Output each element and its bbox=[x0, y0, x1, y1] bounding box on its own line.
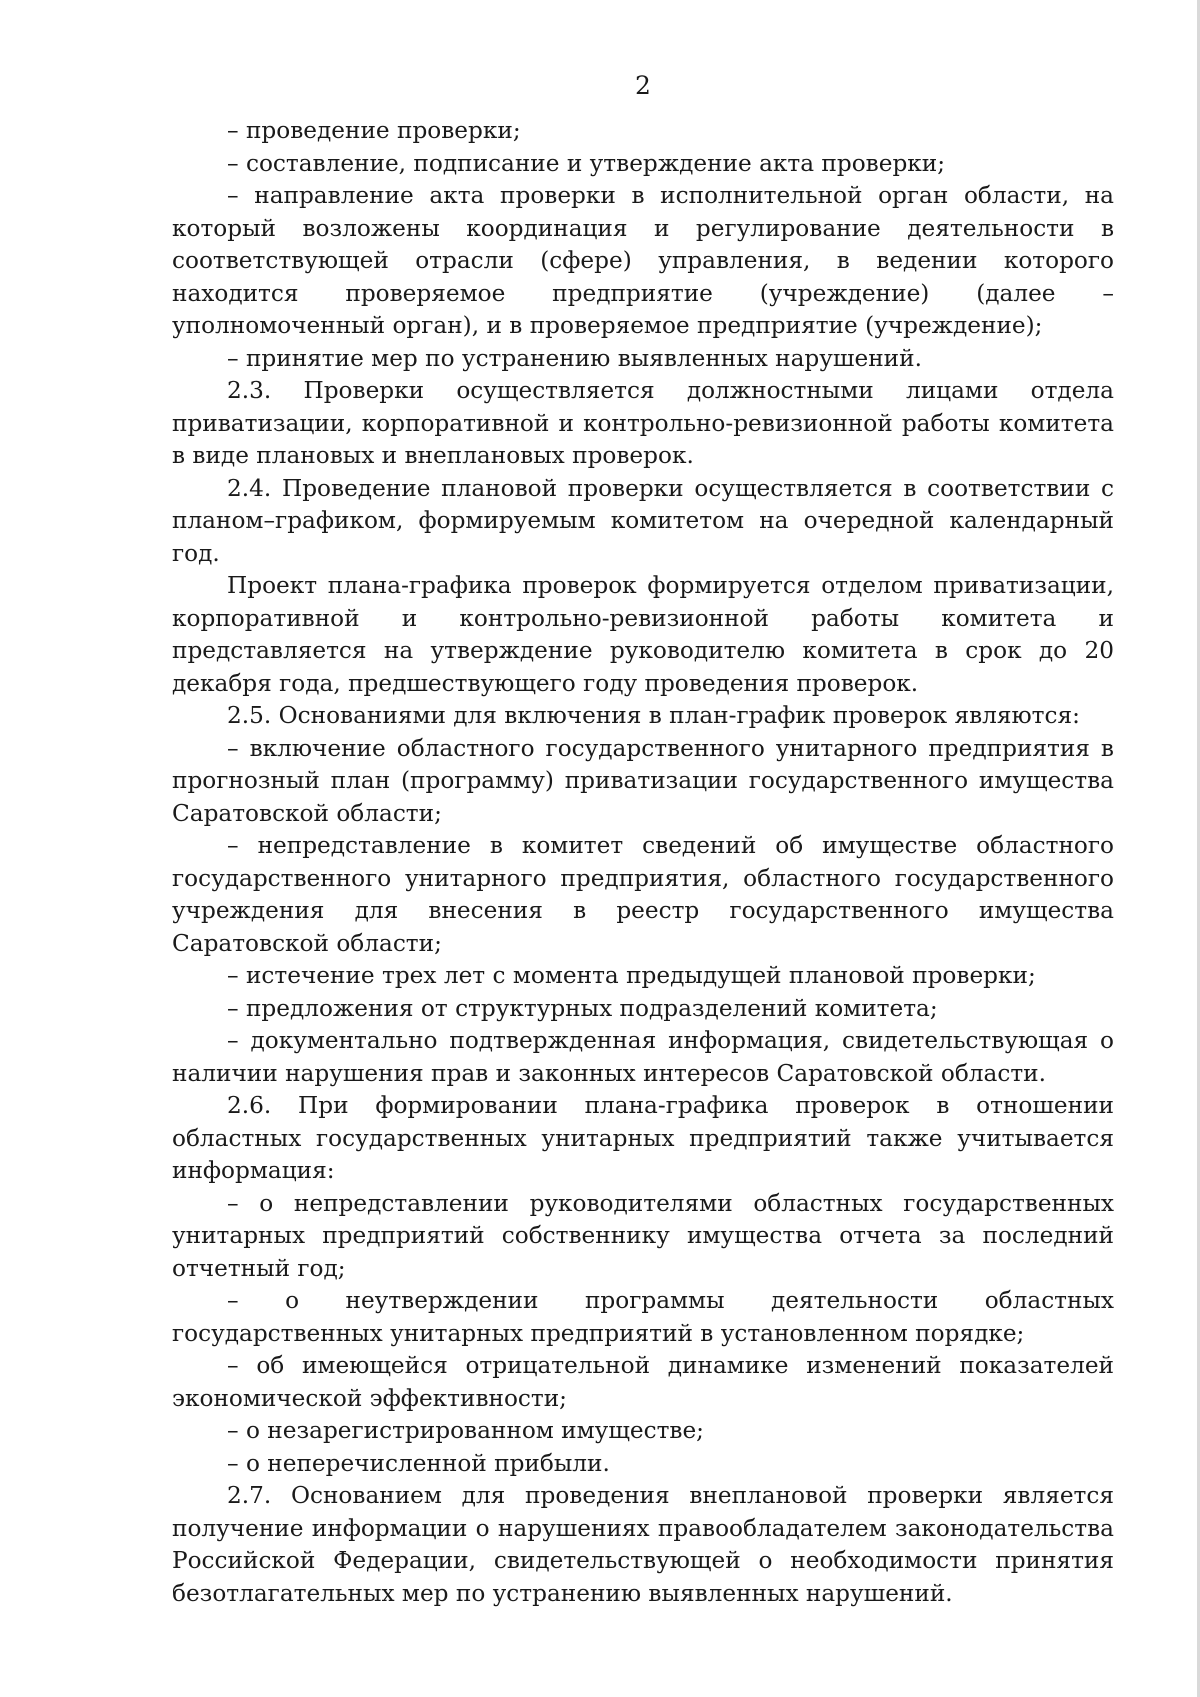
paragraph: – направление акта проверки в исполнительной орган области, на который возложены координация и регулирование деятельности в соответствующей отрасли (сфере) управления, в ведении которого находится проверяемое предприятие (учреждение) (далее – уполномоченный орган), и в проверяемое предприятие (учреждение); bbox=[172, 182, 1114, 339]
paragraph: – составление, подписание и утверждение акта проверки; bbox=[227, 149, 946, 177]
paragraph: – о неутверждении программы деятельности областных государственных унитарных предприятий в установленном порядке; bbox=[172, 1287, 1114, 1347]
paragraph: – предложения от структурных подразделений комитета; bbox=[227, 994, 938, 1022]
paragraph: – включение областного государственного унитарного предприятия в прогнозный план (программу) приватизации государственного имущества Саратовской области; bbox=[172, 734, 1114, 827]
page-number: 2 bbox=[635, 71, 651, 100]
paragraph: – проведение проверки; bbox=[227, 117, 521, 144]
paragraph: 2.3. Проверки осуществляется должностными лицами отдела приватизации, корпоративной и контрольно-ревизионной работы комитета в виде плановых и внеплановых проверок. bbox=[172, 377, 1114, 469]
paragraph: – о непредставлении руководителями областных государственных унитарных предприятий собственнику имущества отчета за последний отчетный год; bbox=[172, 1189, 1114, 1282]
paragraph: – документально подтвержденная информация, свидетельствующая о наличии нарушения прав и законных интересов Саратовской области. bbox=[172, 1027, 1114, 1087]
paragraph: – принятие мер по устранению выявленных нарушений. bbox=[227, 344, 922, 372]
paragraph: – непредставление в комитет сведений об имуществе областного государственного унитарного предприятия, областного государственного учреждения для внесения в реестр государственного имущества Саратовской области; bbox=[172, 832, 1114, 957]
paragraph: – об имеющейся отрицательной динамике изменений показателей экономической эффективности; bbox=[172, 1352, 1114, 1412]
paragraph: Проект плана-графика проверок формируется отделом приватизации, корпоративной и контрольно-ревизионной работы комитета и представляется на утверждение руководителю комитета в срок до 20 декабря года, предшествующего году проведения проверок. bbox=[172, 572, 1114, 697]
paragraph: – о незарегистрированном имуществе; bbox=[227, 1417, 704, 1444]
paragraph: – о неперечисленной прибыли. bbox=[227, 1449, 610, 1477]
paragraph: 2.7. Основанием для проведения внеплановой проверки является получение информации о нарушениях правообладателем законодательства Российской Федерации, свидетельствующей о необходимости принятия безотлагательных мер по устранению выявленных нарушений. bbox=[172, 1482, 1114, 1607]
paragraph: – истечение трех лет с момента предыдущей плановой проверки; bbox=[227, 962, 1036, 989]
paragraph: 2.4. Проведение плановой проверки осуществляется в соответствии с планом–графиком, формируемым комитетом на очередной календарный год. bbox=[172, 474, 1114, 567]
paragraph: 2.5. Основаниями для включения в план-график проверок являются: bbox=[227, 702, 1080, 729]
paragraph: 2.6. При формировании плана-графика проверок в отношении областных государственных унитарных предприятий также учитывается информация: bbox=[172, 1092, 1114, 1184]
document-body bbox=[172, 115, 1114, 1610]
